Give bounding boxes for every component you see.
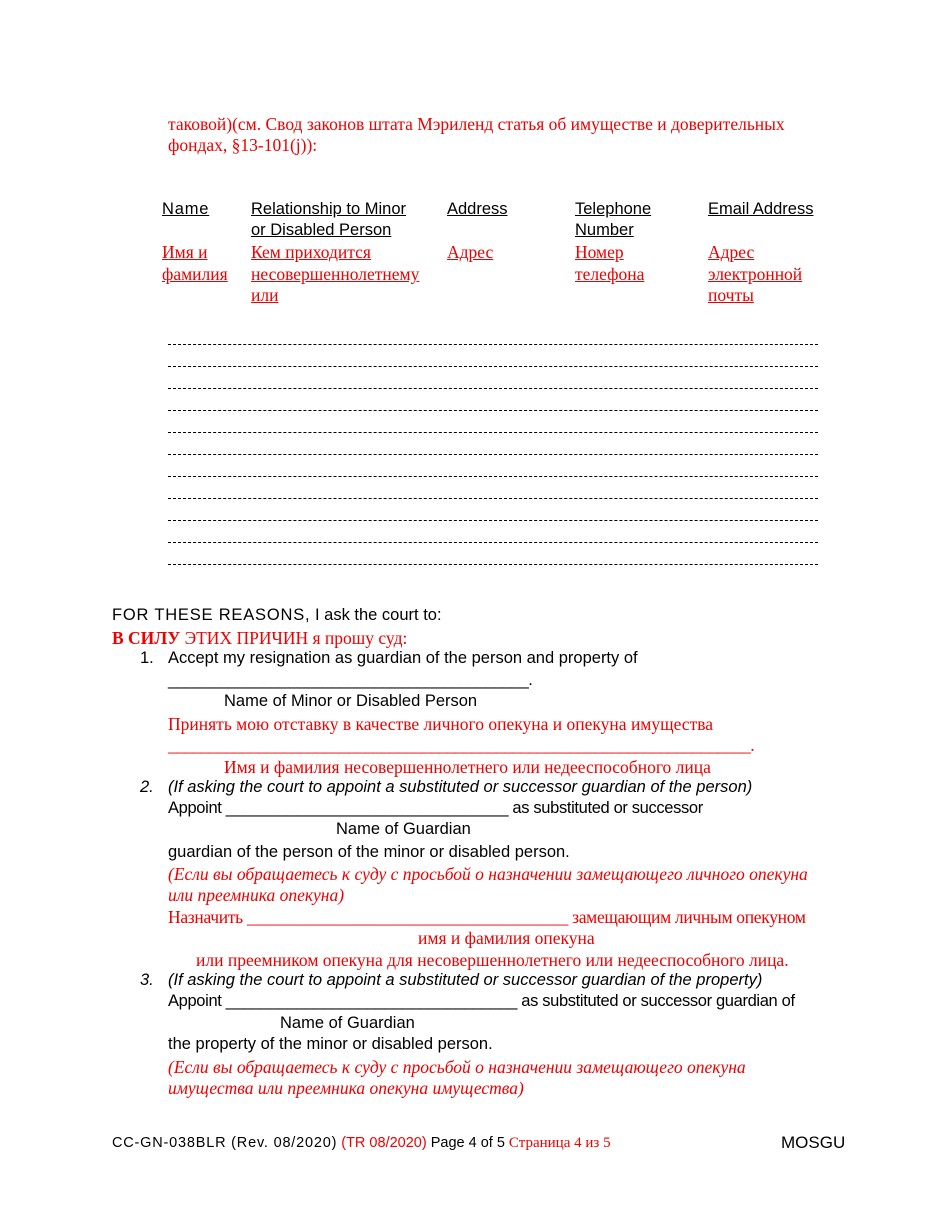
- reasons-heading-ru-bold: В СИЛУ: [112, 628, 181, 648]
- item2-condition-ru-1: (Если вы обращаетесь к суду с просьбой о назначении замещающего личного опекуна: [168, 864, 808, 884]
- item3-condition-en: (If asking the court to appoint a substituted or successor guardian of the property): [168, 971, 763, 989]
- header-telephone-1: Telephone: [575, 200, 652, 218]
- item3-caption-en: Name of Guardian: [280, 1014, 415, 1032]
- header-ru-email-1: Адрес: [708, 242, 755, 262]
- header-ru-telephone-2: телефона: [575, 264, 645, 284]
- item1-text-ru: Принять мою отставку в качестве личного опекуна и опекуна имущества: [168, 714, 714, 734]
- blank-line[interactable]: [168, 542, 818, 543]
- page-footer: [112, 1135, 611, 1152]
- item1-caption-ru: Имя и фамилия несовершеннолетнего или недееспособного лица: [224, 757, 711, 777]
- intro-russian-line-1: таковой)(см. Свод законов штата Мэриленд статья об имуществе и доверительных: [168, 114, 785, 134]
- item3-condition-ru-2: имущества или преемника опекуна имущества): [168, 1078, 524, 1098]
- blank-line[interactable]: [168, 476, 818, 477]
- blank-line[interactable]: [168, 520, 818, 521]
- header-ru-name-1: Имя и: [162, 242, 208, 262]
- header-ru-name-2: фамилия: [162, 264, 228, 284]
- blank-line[interactable]: [168, 498, 818, 499]
- footer-form-id: CC-GN-038BLR (Rev. 08/2020): [112, 1135, 338, 1151]
- item2-appoint-ru[interactable]: Назначить ______________________________________ замещающим личным опекуном: [168, 907, 806, 927]
- item1-blank-en[interactable]: __________________________________________.: [168, 671, 533, 689]
- item2-condition-en: (If asking the court to appoint a substituted or successor guardian of the person): [168, 778, 753, 796]
- item2-tail-en: guardian of the person of the minor or disabled person.: [168, 843, 570, 861]
- footer-code: MOSGU: [781, 1133, 846, 1152]
- blank-line[interactable]: [168, 388, 818, 389]
- item2-number: 2.: [140, 778, 154, 796]
- item2-tail-ru: или преемником опекуна для несовершеннолетнего или недееспособного лица.: [196, 950, 789, 970]
- blank-line[interactable]: [168, 344, 818, 345]
- item2-appoint-en[interactable]: Appoint ________________________________ as substituted or successor: [168, 799, 703, 817]
- item2-caption-ru: имя и фамилия опекуна: [418, 928, 595, 948]
- reasons-heading-ru: [112, 628, 407, 649]
- reasons-heading-caps: FOR THESE REASONS,: [112, 606, 311, 624]
- header-ru-email-2: электронной: [708, 264, 803, 284]
- reasons-heading-rest: I ask the court to:: [310, 606, 442, 624]
- item1-text-en: Accept my resignation as guardian of the person and property of: [168, 649, 638, 667]
- item3-condition-ru-1: (Если вы обращаетесь к суду с просьбой о назначении замещающего опекуна: [168, 1057, 746, 1077]
- blank-line[interactable]: [168, 366, 818, 367]
- header-ru-relationship-3: или: [251, 285, 279, 305]
- blank-line[interactable]: [168, 410, 818, 411]
- header-relationship-1: Relationship to Minor: [251, 200, 406, 218]
- footer-page-en: Page 4 of 5: [430, 1135, 505, 1151]
- header-ru-telephone-1: Номер: [575, 242, 624, 262]
- header-address: Address: [447, 200, 508, 218]
- item3-appoint-en[interactable]: Appoint _________________________________ as substituted or successor guardian of: [168, 992, 795, 1010]
- header-ru-relationship-2: несовершеннолетнему: [251, 264, 420, 284]
- footer-page-ru: Страница 4 из 5: [508, 1135, 611, 1151]
- item1-caption-en: Name of Minor or Disabled Person: [224, 692, 478, 710]
- item2-condition-ru-2: или преемника опекуна): [168, 885, 345, 905]
- header-telephone-2: Number: [575, 221, 634, 239]
- footer-tr: (TR 08/2020): [341, 1135, 427, 1151]
- reasons-heading-en: [112, 606, 442, 625]
- item3-tail-en: the property of the minor or disabled person.: [168, 1035, 493, 1053]
- item1-blank-ru[interactable]: _______________________________________________________________________.: [168, 735, 755, 755]
- reasons-heading-ru-rest: ЭТИХ ПРИЧИН я прошу суд:: [180, 628, 408, 648]
- item2-caption-en: Name of Guardian: [336, 820, 471, 838]
- header-relationship-2: or Disabled Person: [251, 221, 392, 239]
- header-name: Name: [162, 200, 210, 218]
- blank-line[interactable]: [168, 564, 818, 565]
- item1-number: 1.: [140, 649, 154, 667]
- header-ru-relationship-1: Кем приходится: [251, 242, 371, 262]
- header-email: Email Address: [708, 200, 814, 218]
- header-ru-email-3: почты: [708, 285, 754, 305]
- header-ru-address: Адрес: [447, 242, 494, 262]
- item3-number: 3.: [140, 971, 154, 989]
- intro-russian-line-2: фондах, §13-101(j)):: [168, 135, 318, 155]
- blank-line[interactable]: [168, 454, 818, 455]
- blank-line[interactable]: [168, 432, 818, 433]
